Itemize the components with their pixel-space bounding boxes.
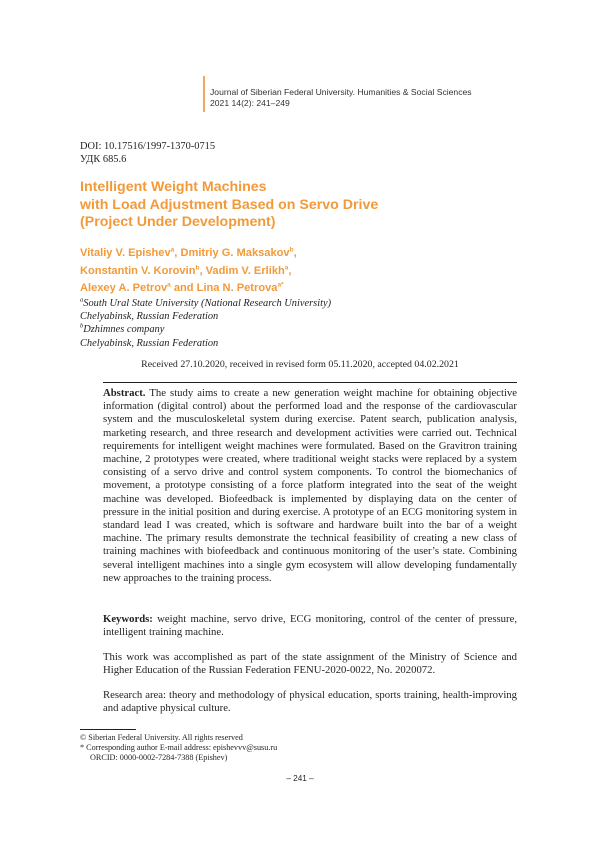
keywords: [103, 613, 517, 639]
title-line-2: with Load Adjustment Based on Servo Drive: [80, 196, 379, 213]
journal-header: [210, 87, 472, 109]
footnote-orcid: ORCID: 0000-0002-7284-7388 (Epishev): [90, 753, 228, 762]
abstract-divider: [103, 382, 517, 383]
author-name: Lina N. Petrova: [196, 282, 278, 294]
abstract-text: The study aims to create a new generation weight machine for obtaining objective information (digital control) about the performed load and the response of the cardiovascular system and the musculoskeletal system during exercise. Patent search, publication analysis, marketing research, and three research and development activities were carried out. Technical requirements for intelligent weight machines were formulated. Based on the Gravitron training machine, 2 prototypes were created, where traditional weight stacks were replaced by a system consisting of a servo drive and control system components. To control the biomechanics of movement, a prototype consisting of a force platform integrated into the seat of the weight machine was developed. Biofeedback is implemented by displaying data on the center of pressure in the initial position and during exercise. A prototype of an ECG monitoring system in standard lead I was created, which is software and hardware built into the bar of a weight machine. The primary results demonstrate the technical feasibility of creating a new class of training machines with biofeedback and continuous monitoring of the user’s state. Combining several intelligent machines into a single gym ecosystem will allow developing fundamentally new approaches to the training process.: [103, 387, 517, 584]
affiliation-a: [80, 297, 331, 310]
affiliation-institution: Dzhimnes company: [83, 324, 165, 336]
funding-note: This work was accomplished as part of the state assignment of the Ministry of Science and Higher Education of the Russian Federation FENU-2020-0022, No. 2020072.: [103, 651, 517, 677]
affiliation-a-city: Chelyabinsk, Russian Federation: [80, 311, 219, 323]
author-separator: and: [170, 282, 197, 294]
authors-line-2: [80, 263, 297, 281]
author-separator: ,: [288, 264, 292, 277]
journal-name: Journal of Siberian Federal University. Humanities & Social Sciences: [210, 87, 472, 97]
author-affil-mark: a: [284, 263, 289, 271]
authors-line-1: [80, 245, 297, 263]
keywords-text: weight machine, servo drive, ECG monitoring, control of the center of pressure, intelligent training machine.: [103, 613, 517, 639]
author-affil-mark: b: [195, 263, 200, 271]
author-affil-mark: a: [170, 246, 175, 254]
author-separator: ,: [174, 247, 181, 259]
authors-line-3: [80, 280, 297, 298]
article-meta: [80, 140, 215, 166]
research-area: Research area: theory and methodology of physical education, sports training, health-improving and adaptive physical culture.: [103, 689, 517, 715]
affiliation-mark: b: [80, 322, 84, 330]
author-name: Dmitriy G. Maksakov: [180, 247, 290, 259]
author-affil-mark: a*: [277, 281, 284, 289]
author-separator: ,: [293, 247, 297, 259]
article-title: [80, 179, 378, 232]
title-line-3: (Project Under Development): [80, 214, 276, 230]
footnote-corresponding: * Corresponding author E-mail address: epishevvv@susu.ru: [80, 743, 278, 752]
udk: УДК 685.6: [80, 154, 127, 165]
affiliation-b: [80, 323, 331, 336]
affiliation-mark: a: [80, 296, 84, 304]
footnote-copyright: © Siberian Federal University. All rights reserved: [80, 733, 243, 742]
title-line-1: Intelligent Weight Machines: [80, 179, 267, 195]
author-affil-mark: a: [167, 281, 171, 289]
author-list: [80, 245, 297, 298]
received-dates: Received 27.10.2020, received in revised form 05.11.2020, accepted 04.02.2021: [141, 359, 459, 370]
journal-issue: 2021 14(2): 241–249: [210, 98, 290, 108]
abstract-label: Abstract.: [103, 387, 146, 399]
affiliation-institution: South Ural State University (National Research University): [83, 298, 332, 309]
footnote-divider: [80, 729, 136, 730]
author-name: Konstantin V. Korovin: [80, 264, 196, 277]
journal-accent-bar: [203, 76, 205, 112]
author-affil-mark: b: [289, 246, 294, 254]
author-name: Vadim V. Erlikh: [205, 264, 285, 277]
author-name: Vitaliy V. Epishev: [80, 247, 171, 259]
affiliations: [80, 297, 331, 350]
abstract: [103, 387, 517, 585]
author-separator: ,: [199, 264, 206, 277]
page-number: – 241 –: [286, 774, 314, 783]
keywords-label: Keywords:: [103, 613, 153, 625]
doi: DOI: 10.17516/1997-1370-0715: [80, 141, 216, 152]
author-name: Alexey A. Petrov: [80, 282, 168, 294]
affiliation-b-city: Chelyabinsk, Russian Federation: [80, 337, 219, 349]
